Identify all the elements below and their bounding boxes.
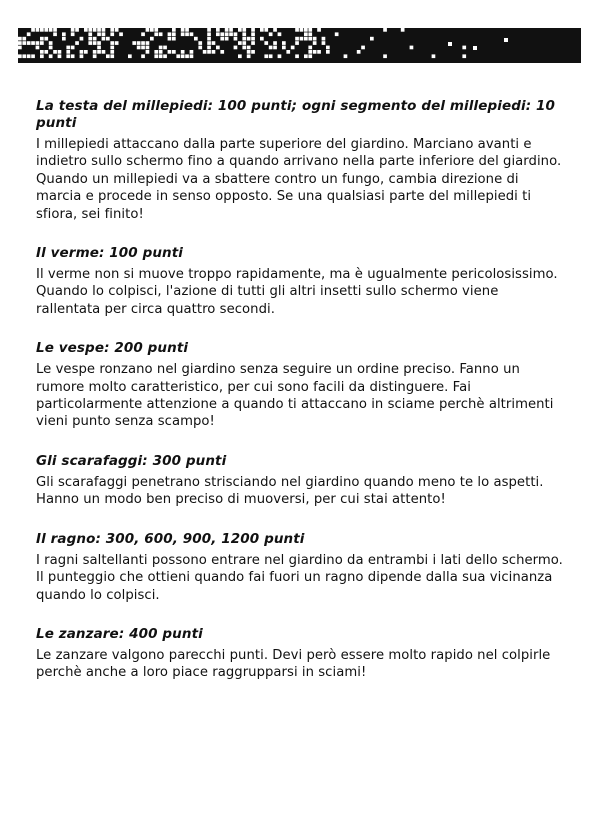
banner-pixel [357,50,361,54]
banner-pixel [18,41,22,45]
banner-pixel [278,32,282,36]
banner-pixel [150,28,154,32]
banner-pixel [36,41,40,45]
banner-pixel [473,46,477,50]
banner-pixel [304,28,308,32]
banner-pixel [185,54,189,58]
banner-pixel [58,50,62,54]
banner-pixel [383,54,387,58]
banner-pixel [36,46,40,50]
banner-pixel [49,54,53,58]
banner-pixel [308,37,312,41]
banner-pixel [308,50,312,54]
banner-pixel [66,50,70,54]
section-millepiedi [36,98,566,223]
banner-pixel [234,37,238,41]
banner-pixel [31,41,35,45]
banner-pixel [304,54,308,58]
banner-pixel [141,54,145,58]
section-title: Gli scarafaggi: 300 punti [36,452,227,469]
banner-pixel [40,37,44,41]
banner-pixel [49,28,53,32]
banner-pixel [326,46,330,50]
section-title: Le zanzare: 400 punti [36,625,203,642]
banner-pixel [304,32,308,36]
banner-pixel [93,41,97,45]
banner-pixel [251,41,255,45]
banner-pixel [97,28,101,32]
banner-pixel [40,41,44,45]
banner-pixel [282,46,286,50]
banner-pixel [163,54,167,58]
banner-pixel [22,41,26,45]
section-zanzare [36,626,566,682]
banner-pixel [53,32,57,36]
banner-pixel [251,28,255,32]
banner-pixel [238,41,242,45]
banner-pixel [18,46,22,50]
banner-pixel [207,41,211,45]
banner-pixel [110,46,114,50]
banner-pixel [242,28,246,32]
banner-pixel [207,28,211,32]
banner-pixel [110,41,114,45]
banner-graphic [18,28,581,63]
banner-pixel [313,41,317,45]
banner-pixel [150,37,154,41]
banner-pixel [194,37,198,41]
banner-pixel [154,54,158,58]
banner-pixel [27,54,31,58]
banner-pixel [71,32,75,36]
banner-pixel [146,46,150,50]
banner-pixel [295,54,299,58]
banner-pixel [31,28,35,32]
banner-pixel [234,32,238,36]
banner-pixel [163,46,167,50]
banner-pixel [251,32,255,36]
banner-pixel [220,37,224,41]
banner-pixel [242,46,246,50]
banner-pixel [247,50,251,54]
banner-pixel [308,54,312,58]
banner-pixel [40,50,44,54]
banner-pixel [247,46,251,50]
banner-pixel [172,50,176,54]
section-title: Il ragno: 300, 600, 900, 1200 punti [36,530,305,547]
banner-pixel [88,37,92,41]
banner-pixel [66,54,70,58]
banner-pixel [238,54,242,58]
banner-pixel [119,32,123,36]
banner-pixel [401,28,405,32]
banner-pixel [264,41,268,45]
banner-pixel [260,37,264,41]
banner-pixel [198,46,202,50]
banner-pixel [308,28,312,32]
section-body: Gli scarafaggi penetrano strisciando nel giardino quando meno te lo aspetti. Hanno un modo ben preciso di muoversi, per cui stai attento! [36,474,544,508]
banner-pixel [291,46,295,50]
banner-pixel [154,28,158,32]
banner-pixel [313,37,317,41]
banner-pixel [71,54,75,58]
banner-pixel [181,50,185,54]
banner-pixel [18,54,22,58]
banner-pixel [216,46,220,50]
banner-pixel [247,37,251,41]
banner-pixel [432,54,436,58]
banner-pixel [137,41,141,45]
banner-pixel [322,41,326,45]
banner-pixel [220,50,224,54]
banner-pixel [190,50,194,54]
banner-pixel [62,32,66,36]
banner-pixel [286,50,290,54]
banner-pixel [278,54,282,58]
section-body: Il verme non si muove troppo rapidamente, ma è ugualmente pericolosissimo. Quando lo colpisci, l'azione di tutti gli altri insetti sullo schermo viene rallentata per circa quattro secondi. [36,267,558,317]
banner-pixel [97,46,101,50]
banner-pixel [207,50,211,54]
banner-pixel [410,46,414,50]
banner-pixel [326,50,330,54]
banner-pixel [71,28,75,32]
banner-pixel [185,32,189,36]
banner-pixel [322,37,326,41]
banner-pixel [84,28,88,32]
banner-pixel [176,54,180,58]
banner-pixel [18,37,22,41]
banner-pixel [44,28,48,32]
banner-pixel [190,54,194,58]
banner-pixel [308,46,312,50]
banner-pixel [159,50,163,54]
banner-pixel [225,32,229,36]
banner-pixel [212,50,216,54]
banner-pixel [335,32,339,36]
banner-pixel [168,37,172,41]
banner-pixel [93,50,97,54]
banner-pixel [141,46,145,50]
banner-pixel [36,28,40,32]
banner-pixel [295,28,299,32]
banner-pixel [93,28,97,32]
banner-pixel [317,28,321,32]
banner-pixel [181,32,185,36]
banner-pixel [128,54,132,58]
banner-pixel [110,32,114,36]
banner-pixel [88,32,92,36]
banner-pixel [273,46,277,50]
banner-pixel [251,37,255,41]
banner-pixel [229,28,233,32]
banner-pixel [216,32,220,36]
banner-pixel [203,50,207,54]
banner-pixel [141,41,145,45]
section-ragno [36,531,566,604]
banner-pixel [313,50,317,54]
banner-pixel [27,41,31,45]
banner-pixel [361,46,365,50]
banner-pixel [154,50,158,54]
banner-pixel [132,41,136,45]
banner-pixel [247,54,251,58]
banner-pixel [22,37,26,41]
banner-pixel [159,46,163,50]
banner-pixel [216,28,220,32]
banner-pixel [462,54,466,58]
banner-pixel [88,28,92,32]
banner-pixel [75,41,79,45]
section-body: Le zanzare valgono parecchi punti. Devi però essere molto rapido nel colpirle perchè anche a loro piace raggrupparsi in sciami! [36,647,551,681]
banner-pixel [207,37,211,41]
banner-pixel [137,46,141,50]
banner-pixel [264,28,268,32]
banner-pixel [102,50,106,54]
banner-pixel [273,41,277,45]
section-verme [36,245,566,318]
banner-pixel [31,54,35,58]
banner-pixel [49,46,53,50]
banner-pixel [181,54,185,58]
section-title: Il verme: 100 punti [36,245,184,262]
banner-pixel [88,41,92,45]
banner-pixel [295,37,299,41]
section-body: Le vespe ronzano nel giardino senza seguire un ordine preciso. Fanno un rumore molto caratteristico, per cui sono facili da distinguere. Fai particolarmente attenzione a quando ti attaccano in sciame perchè altrimenti vieni punto senza scampo! [36,362,554,430]
banner-pixel [102,37,106,41]
banner-pixel [102,32,106,36]
section-scarafaggi [36,453,566,509]
banner-pixel [344,54,348,58]
banner-pixel [40,28,44,32]
banner-pixel [49,41,53,45]
banner-pixel [93,37,97,41]
banner-pixel [110,50,114,54]
banner-pixel [80,54,84,58]
banner-pixel [273,28,277,32]
banner-pixel [115,28,119,32]
banner-pixel [238,28,242,32]
banner-pixel [97,50,101,54]
banner-pixel [300,37,304,41]
banner-pixel [207,32,211,36]
banner-pixel [308,32,312,36]
banner-pixel [317,50,321,54]
banner-pixel [146,41,150,45]
document-content [36,98,566,704]
banner-pixel [27,32,31,36]
banner-pixel [242,37,246,41]
section-body: I millepiedi attaccano dalla parte superiore del giardino. Marciano avanti e indietro sullo schermo fino a quando arrivano nella parte inferiore del giardino. Quando un millepiedi va a sbattere contro un fungo, cambia direzione di marcia e procede in senso opposto. Se una qualsiasi parte del millepiedi ti sfiora, sei finito! [36,137,562,222]
banner-pixel [229,32,233,36]
banner-pixel [44,37,48,41]
banner-pixel [304,37,308,41]
banner-pixel [181,28,185,32]
banner-pixel [146,28,150,32]
banner-pixel [212,41,216,45]
banner-pixel [198,41,202,45]
banner-pixel [102,28,106,32]
banner-pixel [504,38,508,42]
banner-pixel [80,50,84,54]
banner-pixel [172,28,176,32]
banner-pixel [80,37,84,41]
banner-pixel [234,46,238,50]
banner-pixel [242,41,246,45]
section-vespe [36,340,566,431]
banner-pixel [242,32,246,36]
banner-pixel [295,41,299,45]
banner-pixel [172,37,176,41]
banner-pixel [40,54,44,58]
banner-pixel [260,28,264,32]
banner-pixel [44,50,48,54]
banner-pixel [220,32,224,36]
banner-pixel [141,32,145,36]
banner-pixel [370,37,374,41]
banner-pixel [22,54,26,58]
banner-pixel [168,50,172,54]
banner-pixel [53,50,57,54]
pixel-dither-banner-icon [18,28,581,63]
section-title: Le vespe: 200 punti [36,340,189,357]
banner-pixel [93,54,97,58]
section-title: La testa del millepiedi: 100 punti; ogni segmento del millepiedi: 10 punti [36,98,556,131]
banner-pixel [225,37,229,41]
banner-pixel [448,42,452,46]
banner-pixel [251,50,255,54]
banner-pixel [62,37,66,41]
banner-pixel [84,50,88,54]
banner-pixel [264,54,268,58]
banner-pixel [97,32,101,36]
section-body: I ragni saltellanti possono entrare nel giardino da entrambi i lati dello schermo. Il punteggio che ottieni quando fai fuori un ragno dipende dalla sua vicinanza quando lo colpisci. [36,552,563,603]
banner-pixel [106,54,110,58]
banner-pixel [159,32,163,36]
banner-pixel [300,28,304,32]
banner-pixel [282,41,286,45]
banner-pixel [190,32,194,36]
banner-pixel [110,28,114,32]
banner-pixel [154,32,158,36]
banner-pixel [110,54,114,58]
banner-pixel [462,46,466,50]
banner-pixel [269,32,273,36]
banner-pixel [58,54,62,58]
banner-pixel [269,46,273,50]
banner-pixel [172,32,176,36]
banner-pixel [97,41,101,45]
banner-pixel [53,28,57,32]
banner-pixel [225,28,229,32]
banner-pixel [75,28,79,32]
banner-pixel [159,54,163,58]
banner-pixel [115,41,119,45]
banner-pixel [71,46,75,50]
banner-pixel [168,32,172,36]
banner-pixel [185,28,189,32]
banner-pixel [106,37,110,41]
banner-pixel [269,54,273,58]
banner-pixel [66,46,70,50]
banner-pixel [146,50,150,54]
banner-pixel [383,28,387,32]
banner-pixel [207,46,211,50]
